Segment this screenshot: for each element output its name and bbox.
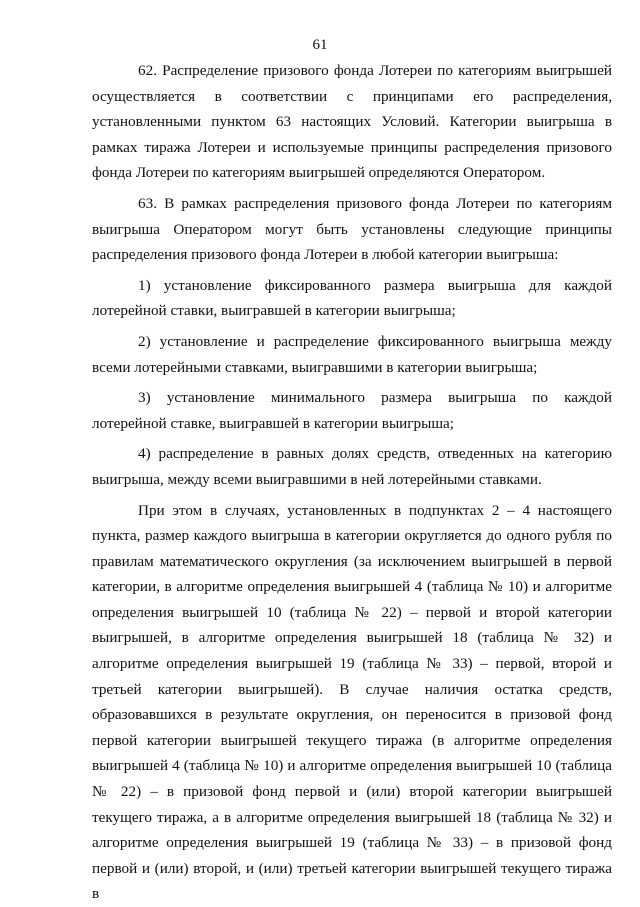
- list-item-1: 1) установление фиксированного размера выигрыша для каждой лотерейной ставки, выигравшей в категории выигрыша;: [92, 273, 612, 324]
- paragraph-62: 62. Распределение призового фонда Лотереи по категориям выигрышей осуществляется в соответствии с принципами его распределения, установленными пунктом 63 настоящих Условий. Категории выигрыша в рамках тиража Лотереи и используемые принципы распределения призового фонда Лотереи по категориям выигрышей определяются Оператором.: [92, 58, 612, 186]
- paragraph-63: 63. В рамках распределения призового фонда Лотереи по категориям выигрыша Оператором могут быть установлены следующие принципы распределения призового фонда Лотереи в любой категории выигрыша:: [92, 191, 612, 268]
- document-body: [92, 58, 612, 907]
- page-number: 61: [0, 36, 640, 54]
- paragraph-rounding: При этом в случаях, установленных в подпунктах 2 – 4 настоящего пункта, размер каждого выигрыша в категории округляется до одного рубля по правилам математического округления (за исключением выигрышей в первой категории, в алгоритме определения выигрышей 4 (таблица № 10) и алгоритме определения выигрышей 10 (таблица № 22) – первой и второй категории выигрышей, в алгоритме определения выигрышей 18 (таблица № 32) и алгоритме определения выигрышей 19 (таблица № 33) – первой, второй и третьей категории выигрышей). В случае наличия остатка средств, образовавшихся в результате округления, он переносится в призовой фонд первой категории выигрышей текущего тиража (в алгоритме определения выигрышей 4 (таблица № 10) и алгоритме определения выигрышей 10 (таблица № 22) – в призовой фонд первой и (или) второй категории выигрышей текущего тиража, а в алгоритме определения выигрышей 18 (таблица № 32) и алгоритме определения выигрышей 19 (таблица № 33) – в призовой фонд первой и (или) второй, и (или) третьей категории выигрышей текущего тиража в: [92, 498, 612, 907]
- list-item-3: 3) установление минимального размера выигрыша по каждой лотерейной ставке, выигравшей в категории выигрыша;: [92, 385, 612, 436]
- list-item-4: 4) распределение в равных долях средств, отведенных на категорию выигрыша, между всеми выигравшими в ней лотерейными ставками.: [92, 441, 612, 492]
- list-item-2: 2) установление и распределение фиксированного выигрыша между всеми лотерейными ставками, выигравшими в категории выигрыша;: [92, 329, 612, 380]
